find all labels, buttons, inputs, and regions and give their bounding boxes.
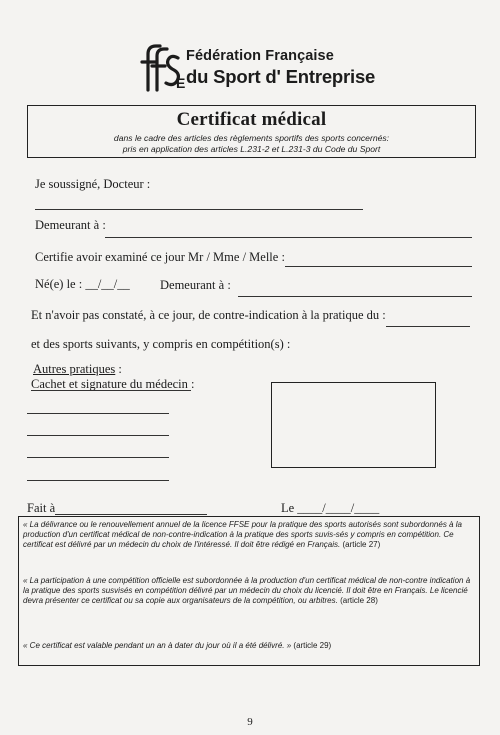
- autres-pratiques-line-1[interactable]: [27, 413, 169, 414]
- autres-pratiques-line-2[interactable]: [27, 435, 169, 436]
- birthdate-label[interactable]: Né(e) le : __/__/__: [35, 277, 130, 291]
- autres-pratiques-line-3[interactable]: [27, 457, 169, 458]
- ffse-logo-icon: [138, 42, 186, 92]
- contre-indication-label: Et n'avoir pas constaté, à ce jour, de contre-indication à la pratique du :: [31, 308, 386, 322]
- demeurant-label: Demeurant à :: [35, 218, 106, 232]
- page-title: Certificat médical: [176, 109, 327, 130]
- org-name-line1: Fédération Française: [186, 48, 334, 64]
- sport-field[interactable]: [386, 326, 470, 327]
- sports-suivants-label: et des sports suivants, y compris en compétition(s) :: [31, 337, 291, 351]
- svg-text:E: E: [176, 75, 186, 91]
- stamp-signature-box[interactable]: [271, 382, 436, 468]
- page-number: 9: [247, 716, 253, 728]
- subtitle-line2: pris en application des articles L.231-2 et L.231-3 du Code du Sport: [122, 144, 381, 154]
- notice-article-29: « Ce certificat est valable pendant un an à dater du jour où il a été délivré. » (article 29): [23, 641, 332, 650]
- patient-address-field[interactable]: [238, 296, 472, 297]
- subtitle-line1: dans le cadre des articles des règlements sportifs des sports concernés:: [113, 133, 390, 143]
- cachet-signature-label: Cachet et signature du médecin :: [31, 377, 195, 391]
- title-box: [27, 105, 476, 158]
- org-name-line2: du Sport d' Entreprise: [186, 66, 376, 87]
- docteur-field[interactable]: [35, 209, 363, 210]
- legal-notice-box: [18, 516, 480, 666]
- docteur-label: Je soussigné, Docteur :: [35, 177, 151, 191]
- notice-article-27: « La délivrance ou le renouvellement annuel de la licence FFSE pour la pratique des sports autorisés sont subordonnés à la production d'un certificat médical de non-contre-indication à la pratique des sports suvis-sés y compris en compétition. Ce certificat est délivré par un médecin du choix de l'intéressé. Il doit être rédigé en Français. (article 27): [23, 520, 462, 550]
- patient-address-label: Demeurant à :: [160, 278, 231, 292]
- demeurant-field[interactable]: [105, 237, 472, 238]
- notice-article-28: « La participation à une compétition officielle est subordonnée à la production d'un certificat médical de non-contre indication à la pratique des sports susvisés en compétition délivré par un médecin du choix du licencié. Il doit être en Français. Le licencié devra présenter ce certificat ou sa copie aux organisateurs de la compétition, ou arbitres. (article 28): [23, 576, 471, 606]
- cachet-underline: [31, 390, 191, 391]
- autres-pratiques-line-4[interactable]: [27, 480, 169, 481]
- fait-a-field[interactable]: [55, 514, 207, 515]
- autres-pratiques-label: Autres pratiques :: [33, 362, 122, 376]
- patient-name-field[interactable]: [285, 266, 472, 267]
- fait-a-label: Fait à: [27, 501, 56, 515]
- date-label[interactable]: Le ____/____/____: [281, 501, 380, 515]
- certifie-label: Certifie avoir examiné ce jour Mr / Mme / Melle :: [35, 250, 285, 264]
